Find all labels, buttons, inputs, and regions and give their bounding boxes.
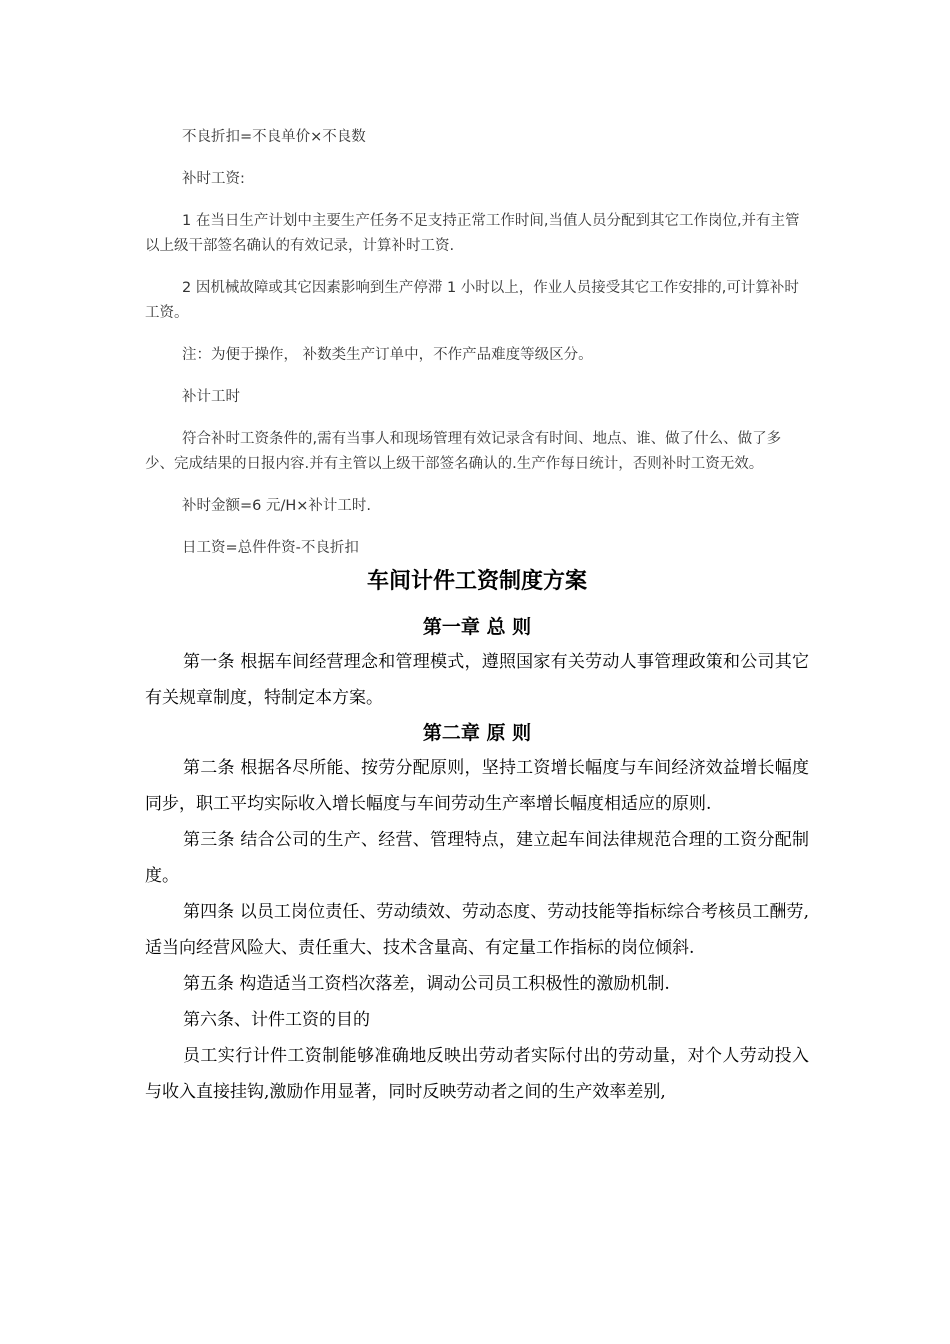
daily-wage-formula: 日工资=总件件资-不良折扣: [182, 540, 359, 556]
makeup-amount-formula: 补时金额=6 元/H×补计工时.: [182, 498, 372, 514]
makeup-rule-1: 1 在当日生产计划中主要生产任务不足支持正常工作时间,当值人员分配到其它工作岗位,并有主管以上级干部签名确认的有效记录，计算补时工资.: [145, 213, 800, 254]
article-1: 第一条 根据车间经营理念和管理模式，遵照国家有关劳动人事管理政策和公司其它有关规章制度，特制定本方案。: [145, 652, 809, 708]
article-6-heading: 第六条、计件工资的目的: [183, 1010, 370, 1030]
article-5: 第五条 构造适当工资档次落差，调动公司员工积极性的激励机制.: [183, 974, 670, 994]
makeup-rule-2: 2 因机械故障或其它因素影响到生产停滞 1 小时以上，作业人员接受其它工作安排的,可计算补时工资。: [145, 280, 799, 321]
makeup-hours-heading: 补计工时: [182, 389, 240, 405]
makeup-wage-heading: 补时工资:: [182, 171, 245, 187]
makeup-hours-text: 符合补时工资条件的,需有当事人和现场管理有效记录含有时间、地点、谁、做了什么、做了多少、完成结果的日报内容.并有主管以上级干部签名确认的.生产作每日统计，否则补时工资无效。: [145, 431, 782, 472]
document-title: 车间计件工资制度方案: [366, 569, 587, 594]
article-2: 第二条 根据各尽所能、按劳分配原则，坚持工资增长幅度与车间经济效益增长幅度同步，职工平均实际收入增长幅度与车间劳动生产率增长幅度相适应的原则.: [145, 758, 809, 814]
defect-deduction-formula: 不良折扣=不良单价×不良数: [182, 129, 366, 145]
chapter-1-heading: 第一章 总 则: [422, 616, 532, 638]
article-3: 第三条 结合公司的生产、经营、管理特点，建立起车间法律规范合理的工资分配制度。: [145, 830, 809, 886]
wage-formula-section: [145, 125, 805, 578]
chapter-2-heading: 第二章 原 则: [422, 722, 532, 744]
article-4: 第四条 以员工岗位责任、劳动绩效、劳动态度、劳动技能等指标综合考核员工酬劳,适当向经营风险大、责任重大、技术含量高、有定量工作指标的岗位倾斜.: [145, 902, 809, 958]
article-6-text: 员工实行计件工资制能够准确地反映出劳动者实际付出的劳动量，对个人劳动投入与收入直接挂钩,激励作用显著，同时反映劳动者之间的生产效率差别,: [145, 1046, 809, 1102]
note-paragraph: 注：为便于操作， 补数类生产订单中，不作产品难度等级区分。: [182, 347, 593, 363]
wage-system-document: [145, 562, 809, 1110]
